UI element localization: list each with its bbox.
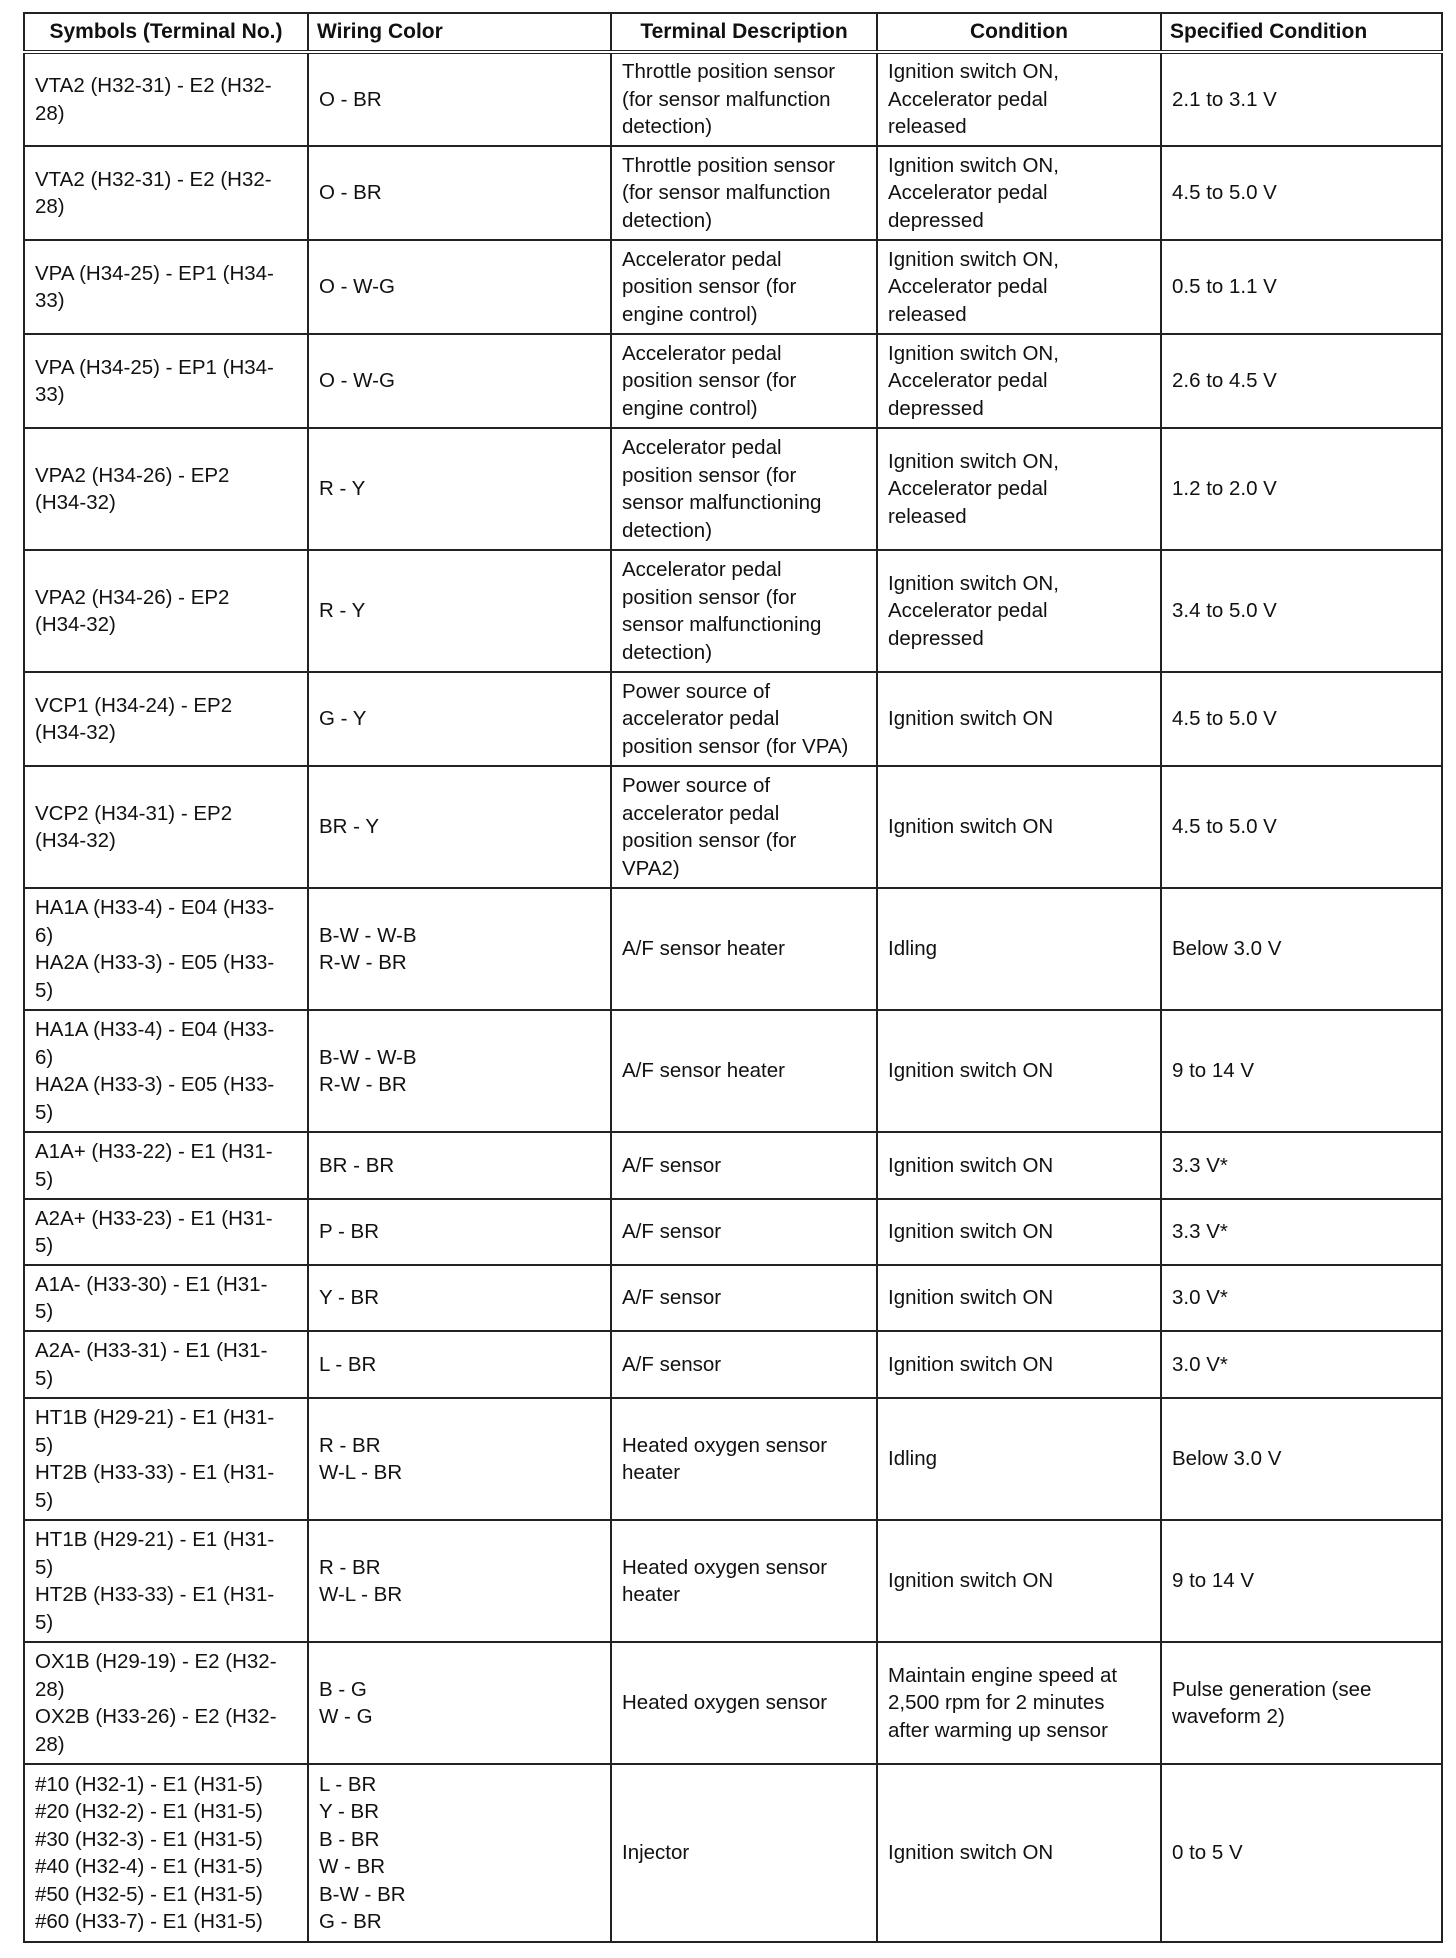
cell-specified-condition bbox=[1161, 52, 1442, 146]
cell-specified-condition bbox=[1161, 240, 1442, 334]
cell-terminal-description bbox=[611, 766, 877, 888]
cell-condition bbox=[877, 1331, 1161, 1398]
cell-line: Accelerator pedal bbox=[888, 477, 1048, 501]
cell-symbols bbox=[24, 240, 308, 334]
cell-condition bbox=[877, 1520, 1161, 1642]
cell-line: (H34-32) bbox=[35, 613, 116, 636]
cell-line: O - BR bbox=[319, 181, 382, 205]
cell-line: Pulse generation (see bbox=[1172, 1677, 1372, 1701]
cell-line: Ignition switch ON bbox=[888, 1286, 1054, 1310]
cell-line: position sensor (for bbox=[622, 829, 797, 852]
table-row bbox=[24, 1199, 1442, 1265]
cell-symbols bbox=[24, 1398, 308, 1520]
table-row bbox=[24, 1265, 1442, 1331]
cell-line: VCP1 (H34-24) - EP2 bbox=[35, 693, 233, 717]
cell-specified-condition bbox=[1161, 1265, 1442, 1331]
cell-line: sensor malfunctioning bbox=[622, 613, 822, 636]
cell-line: Ignition switch ON, bbox=[888, 247, 1059, 271]
cell-condition bbox=[877, 1642, 1161, 1764]
cell-line: 5) bbox=[35, 1610, 54, 1634]
cell-line: Y - BR bbox=[319, 1800, 379, 1823]
cell-line: engine control) bbox=[622, 396, 758, 420]
cell-condition bbox=[877, 52, 1161, 146]
cell-terminal-description bbox=[611, 146, 877, 240]
cell-line: B-W - W-B bbox=[319, 923, 417, 947]
table-row bbox=[24, 888, 1442, 1010]
cell-line: Ignition switch ON, bbox=[888, 449, 1059, 473]
cell-line: Ignition switch ON bbox=[888, 1059, 1054, 1083]
cell-line: Idling bbox=[888, 937, 938, 961]
cell-symbols bbox=[24, 550, 308, 672]
cell-symbols bbox=[24, 1132, 308, 1199]
cell-terminal-description bbox=[611, 1199, 877, 1265]
cell-line: R - BR bbox=[319, 1555, 381, 1579]
terminal-spec-table bbox=[23, 12, 1443, 1943]
header-row bbox=[24, 13, 1442, 52]
cell-wiring-color bbox=[308, 1199, 611, 1265]
cell-line: B - BR bbox=[319, 1827, 380, 1851]
cell-line: accelerator pedal bbox=[622, 707, 780, 731]
table-row bbox=[24, 146, 1442, 240]
cell-wiring-color bbox=[308, 52, 611, 146]
cell-line: #50 (H32-5) - E1 (H31-5) bbox=[35, 1882, 263, 1906]
cell-line: Ignition switch ON, bbox=[888, 60, 1059, 84]
cell-line: 9 to 14 V bbox=[1172, 1569, 1255, 1593]
cell-line: VTA2 (H32-31) - E2 (H32- bbox=[35, 167, 272, 191]
cell-line: BR - Y bbox=[319, 815, 379, 839]
cell-line: W - BR bbox=[319, 1855, 386, 1878]
cell-line: 4.5 to 5.0 V bbox=[1172, 181, 1277, 205]
cell-line: A2A- (H33-31) - E1 (H31- bbox=[35, 1339, 268, 1362]
cell-line: B - G bbox=[319, 1677, 367, 1701]
header-condition: Condition bbox=[877, 13, 1161, 52]
cell-terminal-description bbox=[611, 52, 877, 146]
cell-wiring-color bbox=[308, 1010, 611, 1132]
cell-line: accelerator pedal bbox=[622, 801, 780, 825]
cell-wiring-color bbox=[308, 550, 611, 672]
cell-specified-condition bbox=[1161, 1642, 1442, 1764]
cell-line: G - BR bbox=[319, 1910, 382, 1933]
cell-symbols bbox=[24, 1642, 308, 1764]
cell-line: 4.5 to 5.0 V bbox=[1172, 815, 1277, 839]
cell-line: Accelerator pedal bbox=[622, 247, 782, 271]
cell-terminal-description bbox=[611, 888, 877, 1010]
cell-line: released bbox=[888, 302, 967, 326]
cell-line: 0.5 to 1.1 V bbox=[1172, 275, 1277, 299]
cell-line: VPA (H34-25) - EP1 (H34- bbox=[35, 261, 274, 285]
cell-symbols bbox=[24, 334, 308, 428]
cell-line: 5) bbox=[35, 1100, 54, 1124]
cell-condition bbox=[877, 1132, 1161, 1199]
cell-terminal-description bbox=[611, 1265, 877, 1331]
cell-line: 0 to 5 V bbox=[1172, 1841, 1243, 1865]
cell-condition bbox=[877, 1764, 1161, 1942]
cell-line: A1A+ (H33-22) - E1 (H31- bbox=[35, 1140, 273, 1163]
table-row bbox=[24, 428, 1442, 550]
cell-line: Accelerator pedal bbox=[888, 369, 1048, 393]
cell-line: heater bbox=[622, 1583, 681, 1606]
cell-line: 5) bbox=[35, 1488, 54, 1512]
cell-line: B-W - W-B bbox=[319, 1045, 417, 1069]
cell-wiring-color bbox=[308, 146, 611, 240]
header-symbols: Symbols (Terminal No.) bbox=[24, 13, 308, 52]
cell-line: HT1B (H29-21) - E1 (H31- bbox=[35, 1406, 275, 1429]
cell-condition bbox=[877, 550, 1161, 672]
cell-line: Below 3.0 V bbox=[1172, 1447, 1282, 1471]
cell-wiring-color bbox=[308, 1764, 611, 1942]
cell-condition bbox=[877, 1199, 1161, 1265]
cell-wiring-color bbox=[308, 1132, 611, 1199]
table-row bbox=[24, 1132, 1442, 1199]
cell-line: 28) bbox=[35, 1677, 65, 1701]
cell-symbols bbox=[24, 52, 308, 146]
cell-line: Accelerator pedal bbox=[888, 87, 1048, 111]
cell-symbols bbox=[24, 1010, 308, 1132]
cell-line: Ignition switch ON, bbox=[888, 571, 1059, 595]
cell-line: 6) bbox=[35, 1045, 54, 1069]
cell-symbols bbox=[24, 146, 308, 240]
table-body bbox=[24, 52, 1442, 1942]
cell-line: released bbox=[888, 115, 967, 139]
cell-line: R - BR bbox=[319, 1433, 381, 1457]
cell-line: Idling bbox=[888, 1447, 938, 1471]
cell-line: OX2B (H33-26) - E2 (H32- bbox=[35, 1705, 277, 1728]
cell-line: 2.1 to 3.1 V bbox=[1172, 87, 1277, 111]
cell-line: Heated oxygen sensor bbox=[622, 1691, 828, 1715]
cell-line: (for sensor malfunction bbox=[622, 181, 831, 205]
cell-line: B-W - BR bbox=[319, 1882, 406, 1906]
cell-line: 9 to 14 V bbox=[1172, 1059, 1255, 1083]
cell-line: Accelerator pedal bbox=[888, 599, 1048, 623]
cell-specified-condition bbox=[1161, 146, 1442, 240]
cell-specified-condition bbox=[1161, 428, 1442, 550]
table-row bbox=[24, 1010, 1442, 1132]
cell-line: after warming up sensor bbox=[888, 1718, 1108, 1742]
cell-line: VPA2) bbox=[622, 856, 680, 880]
cell-specified-condition bbox=[1161, 1010, 1442, 1132]
cell-line: A1A- (H33-30) - E1 (H31- bbox=[35, 1272, 268, 1296]
cell-wiring-color bbox=[308, 1331, 611, 1398]
cell-wiring-color bbox=[308, 1265, 611, 1331]
cell-symbols bbox=[24, 888, 308, 1010]
cell-line: W-L - BR bbox=[319, 1583, 403, 1606]
cell-specified-condition bbox=[1161, 1764, 1442, 1942]
cell-line: 5) bbox=[35, 978, 54, 1002]
cell-terminal-description bbox=[611, 1764, 877, 1942]
cell-line: G - Y bbox=[319, 707, 367, 731]
cell-line: 3.3 V* bbox=[1172, 1153, 1228, 1177]
cell-line: 33) bbox=[35, 289, 65, 312]
cell-condition bbox=[877, 146, 1161, 240]
cell-condition bbox=[877, 428, 1161, 550]
cell-line: engine control) bbox=[622, 302, 758, 326]
cell-condition bbox=[877, 1010, 1161, 1132]
cell-line: VTA2 (H32-31) - E2 (H32- bbox=[35, 74, 272, 97]
cell-line: 3.0 V* bbox=[1172, 1286, 1228, 1310]
cell-wiring-color bbox=[308, 888, 611, 1010]
cell-wiring-color bbox=[308, 1642, 611, 1764]
cell-terminal-description bbox=[611, 1398, 877, 1520]
cell-line: 5) bbox=[35, 1234, 54, 1257]
table-row bbox=[24, 672, 1442, 766]
cell-line: (H34-32) bbox=[35, 829, 116, 852]
cell-line: A/F sensor bbox=[622, 1220, 722, 1244]
cell-line: A/F sensor heater bbox=[622, 937, 785, 961]
cell-line: A/F sensor bbox=[622, 1352, 722, 1376]
cell-line: R - Y bbox=[319, 599, 366, 623]
cell-line: (H34-32) bbox=[35, 491, 116, 514]
cell-line: #60 (H33-7) - E1 (H31-5) bbox=[35, 1910, 263, 1933]
cell-wiring-color bbox=[308, 334, 611, 428]
cell-line: HT2B (H33-33) - E1 (H31- bbox=[35, 1461, 275, 1484]
cell-line: #20 (H32-2) - E1 (H31-5) bbox=[35, 1800, 263, 1823]
cell-line: Heated oxygen sensor bbox=[622, 1433, 828, 1457]
cell-line: HA2A (H33-3) - E05 (H33- bbox=[35, 1073, 275, 1096]
cell-line: position sensor (for bbox=[622, 585, 797, 609]
cell-line: released bbox=[888, 504, 967, 528]
cell-wiring-color bbox=[308, 240, 611, 334]
table-row bbox=[24, 766, 1442, 888]
cell-line: Accelerator pedal bbox=[622, 341, 782, 365]
cell-line: VPA2 (H34-26) - EP2 bbox=[35, 585, 230, 609]
cell-line: 28) bbox=[35, 195, 65, 218]
cell-line: Ignition switch ON bbox=[888, 815, 1054, 839]
cell-line: #30 (H32-3) - E1 (H31-5) bbox=[35, 1827, 263, 1851]
cell-symbols bbox=[24, 1764, 308, 1942]
table-row bbox=[24, 1331, 1442, 1398]
cell-line: Y - BR bbox=[319, 1286, 379, 1310]
cell-line: (for sensor malfunction bbox=[622, 87, 831, 111]
cell-specified-condition bbox=[1161, 888, 1442, 1010]
cell-symbols bbox=[24, 1199, 308, 1265]
cell-wiring-color bbox=[308, 766, 611, 888]
cell-line: detection) bbox=[622, 115, 713, 139]
table-row bbox=[24, 1398, 1442, 1520]
cell-line: 28) bbox=[35, 1732, 65, 1756]
cell-symbols bbox=[24, 1520, 308, 1642]
cell-line: position sensor (for bbox=[622, 275, 797, 299]
cell-line: position sensor (for VPA) bbox=[622, 734, 849, 758]
cell-line: 6) bbox=[35, 923, 54, 947]
cell-condition bbox=[877, 1265, 1161, 1331]
table-row bbox=[24, 1764, 1442, 1942]
cell-line: O - W-G bbox=[319, 369, 395, 393]
cell-symbols bbox=[24, 1265, 308, 1331]
cell-line: W-L - BR bbox=[319, 1461, 403, 1484]
cell-line: position sensor (for bbox=[622, 463, 797, 487]
cell-line: R-W - BR bbox=[319, 951, 407, 974]
cell-terminal-description bbox=[611, 428, 877, 550]
cell-line: 3.0 V* bbox=[1172, 1352, 1228, 1376]
cell-line: Ignition switch ON bbox=[888, 1841, 1054, 1865]
cell-line: A2A+ (H33-23) - E1 (H31- bbox=[35, 1206, 273, 1230]
cell-line: #40 (H32-4) - E1 (H31-5) bbox=[35, 1855, 263, 1878]
wiring-spec-sheet bbox=[23, 12, 1441, 1943]
cell-line: 5) bbox=[35, 1366, 54, 1390]
cell-terminal-description bbox=[611, 1331, 877, 1398]
cell-line: A/F sensor bbox=[622, 1286, 722, 1310]
cell-terminal-description bbox=[611, 1642, 877, 1764]
cell-specified-condition bbox=[1161, 1199, 1442, 1265]
cell-line: Accelerator pedal bbox=[888, 275, 1048, 299]
cell-line: detection) bbox=[622, 518, 713, 542]
cell-specified-condition bbox=[1161, 1331, 1442, 1398]
cell-line: Heated oxygen sensor bbox=[622, 1555, 828, 1579]
cell-line: 33) bbox=[35, 383, 65, 406]
cell-line: 2,500 rpm for 2 minutes bbox=[888, 1691, 1105, 1715]
table-row bbox=[24, 52, 1442, 146]
cell-wiring-color bbox=[308, 672, 611, 766]
cell-line: (H34-32) bbox=[35, 721, 116, 744]
cell-line: 5) bbox=[35, 1300, 54, 1323]
cell-symbols bbox=[24, 1331, 308, 1398]
cell-line: L - BR bbox=[319, 1772, 377, 1796]
cell-line: HA2A (H33-3) - E05 (H33- bbox=[35, 951, 275, 974]
cell-line: BR - BR bbox=[319, 1153, 395, 1177]
cell-specified-condition bbox=[1161, 550, 1442, 672]
cell-line: Ignition switch ON, bbox=[888, 153, 1059, 177]
cell-line: sensor malfunctioning bbox=[622, 491, 822, 514]
header-specified-condition: Specified Condition bbox=[1161, 13, 1442, 52]
cell-line: 4.5 to 5.0 V bbox=[1172, 707, 1277, 731]
cell-line: P - BR bbox=[319, 1220, 379, 1244]
header-terminal-description: Terminal Description bbox=[611, 13, 877, 52]
cell-line: O - BR bbox=[319, 87, 382, 111]
cell-line: depressed bbox=[888, 626, 984, 650]
cell-terminal-description bbox=[611, 550, 877, 672]
table-row bbox=[24, 1642, 1442, 1764]
cell-line: Throttle position sensor bbox=[622, 153, 836, 177]
cell-line: Accelerator pedal bbox=[622, 558, 782, 581]
cell-line: VCP2 (H34-31) - EP2 bbox=[35, 801, 233, 825]
cell-line: Accelerator pedal bbox=[622, 436, 782, 459]
table-row bbox=[24, 240, 1442, 334]
cell-line: O - W-G bbox=[319, 275, 395, 299]
cell-line: detection) bbox=[622, 208, 713, 232]
cell-line: Ignition switch ON bbox=[888, 1220, 1054, 1244]
cell-line: 5) bbox=[35, 1555, 54, 1579]
table-row bbox=[24, 334, 1442, 428]
cell-line: Maintain engine speed at bbox=[888, 1663, 1118, 1687]
cell-condition bbox=[877, 334, 1161, 428]
cell-line: R - Y bbox=[319, 477, 366, 501]
cell-line: VPA (H34-25) - EP1 (H34- bbox=[35, 355, 274, 379]
cell-line: 3.4 to 5.0 V bbox=[1172, 599, 1277, 623]
cell-line: #10 (H32-1) - E1 (H31-5) bbox=[35, 1772, 263, 1796]
cell-specified-condition bbox=[1161, 766, 1442, 888]
cell-condition bbox=[877, 672, 1161, 766]
cell-line: Power source of bbox=[622, 679, 771, 703]
cell-line: Ignition switch ON, bbox=[888, 341, 1059, 365]
cell-terminal-description bbox=[611, 1010, 877, 1132]
cell-line: waveform 2) bbox=[1172, 1705, 1285, 1728]
cell-line: detection) bbox=[622, 640, 713, 664]
cell-line: 1.2 to 2.0 V bbox=[1172, 477, 1277, 501]
cell-terminal-description bbox=[611, 672, 877, 766]
cell-line: HA1A (H33-4) - E04 (H33- bbox=[35, 896, 275, 919]
cell-line: 28) bbox=[35, 101, 65, 125]
cell-line: A/F sensor heater bbox=[622, 1059, 785, 1083]
cell-line: VPA2 (H34-26) - EP2 bbox=[35, 463, 230, 487]
cell-line: heater bbox=[622, 1461, 681, 1484]
cell-specified-condition bbox=[1161, 672, 1442, 766]
cell-condition bbox=[877, 240, 1161, 334]
cell-wiring-color bbox=[308, 428, 611, 550]
cell-terminal-description bbox=[611, 334, 877, 428]
cell-terminal-description bbox=[611, 240, 877, 334]
cell-line: Power source of bbox=[622, 774, 771, 797]
table-row bbox=[24, 1520, 1442, 1642]
cell-symbols bbox=[24, 672, 308, 766]
cell-line: Accelerator pedal bbox=[888, 181, 1048, 205]
cell-line: HT2B (H33-33) - E1 (H31- bbox=[35, 1583, 275, 1606]
cell-specified-condition bbox=[1161, 1398, 1442, 1520]
cell-line: HA1A (H33-4) - E04 (H33- bbox=[35, 1018, 275, 1041]
cell-line: Injector bbox=[622, 1841, 690, 1865]
table-row bbox=[24, 550, 1442, 672]
cell-line: Ignition switch ON bbox=[888, 1352, 1054, 1376]
cell-line: depressed bbox=[888, 396, 984, 420]
cell-line: A/F sensor bbox=[622, 1153, 722, 1177]
cell-symbols bbox=[24, 766, 308, 888]
cell-specified-condition bbox=[1161, 1132, 1442, 1199]
cell-line: 3.3 V* bbox=[1172, 1220, 1228, 1244]
cell-condition bbox=[877, 766, 1161, 888]
cell-line: W - G bbox=[319, 1705, 373, 1728]
cell-condition bbox=[877, 888, 1161, 1010]
cell-symbols bbox=[24, 428, 308, 550]
cell-specified-condition bbox=[1161, 334, 1442, 428]
cell-wiring-color bbox=[308, 1520, 611, 1642]
cell-line: 5) bbox=[35, 1167, 54, 1191]
cell-line: 2.6 to 4.5 V bbox=[1172, 369, 1277, 393]
cell-line: OX1B (H29-19) - E2 (H32- bbox=[35, 1650, 277, 1673]
cell-line: Ignition switch ON bbox=[888, 1569, 1054, 1593]
cell-line: Ignition switch ON bbox=[888, 707, 1054, 731]
cell-line: HT1B (H29-21) - E1 (H31- bbox=[35, 1528, 275, 1551]
cell-condition bbox=[877, 1398, 1161, 1520]
cell-line: Ignition switch ON bbox=[888, 1153, 1054, 1177]
header-wiring-color: Wiring Color bbox=[308, 13, 611, 52]
cell-wiring-color bbox=[308, 1398, 611, 1520]
cell-line: Throttle position sensor bbox=[622, 60, 836, 84]
cell-line: L - BR bbox=[319, 1352, 377, 1376]
cell-line: 5) bbox=[35, 1433, 54, 1457]
cell-specified-condition bbox=[1161, 1520, 1442, 1642]
cell-line: Below 3.0 V bbox=[1172, 937, 1282, 961]
cell-line: R-W - BR bbox=[319, 1073, 407, 1096]
cell-terminal-description bbox=[611, 1520, 877, 1642]
cell-terminal-description bbox=[611, 1132, 877, 1199]
cell-line: position sensor (for bbox=[622, 369, 797, 393]
cell-line: depressed bbox=[888, 208, 984, 232]
